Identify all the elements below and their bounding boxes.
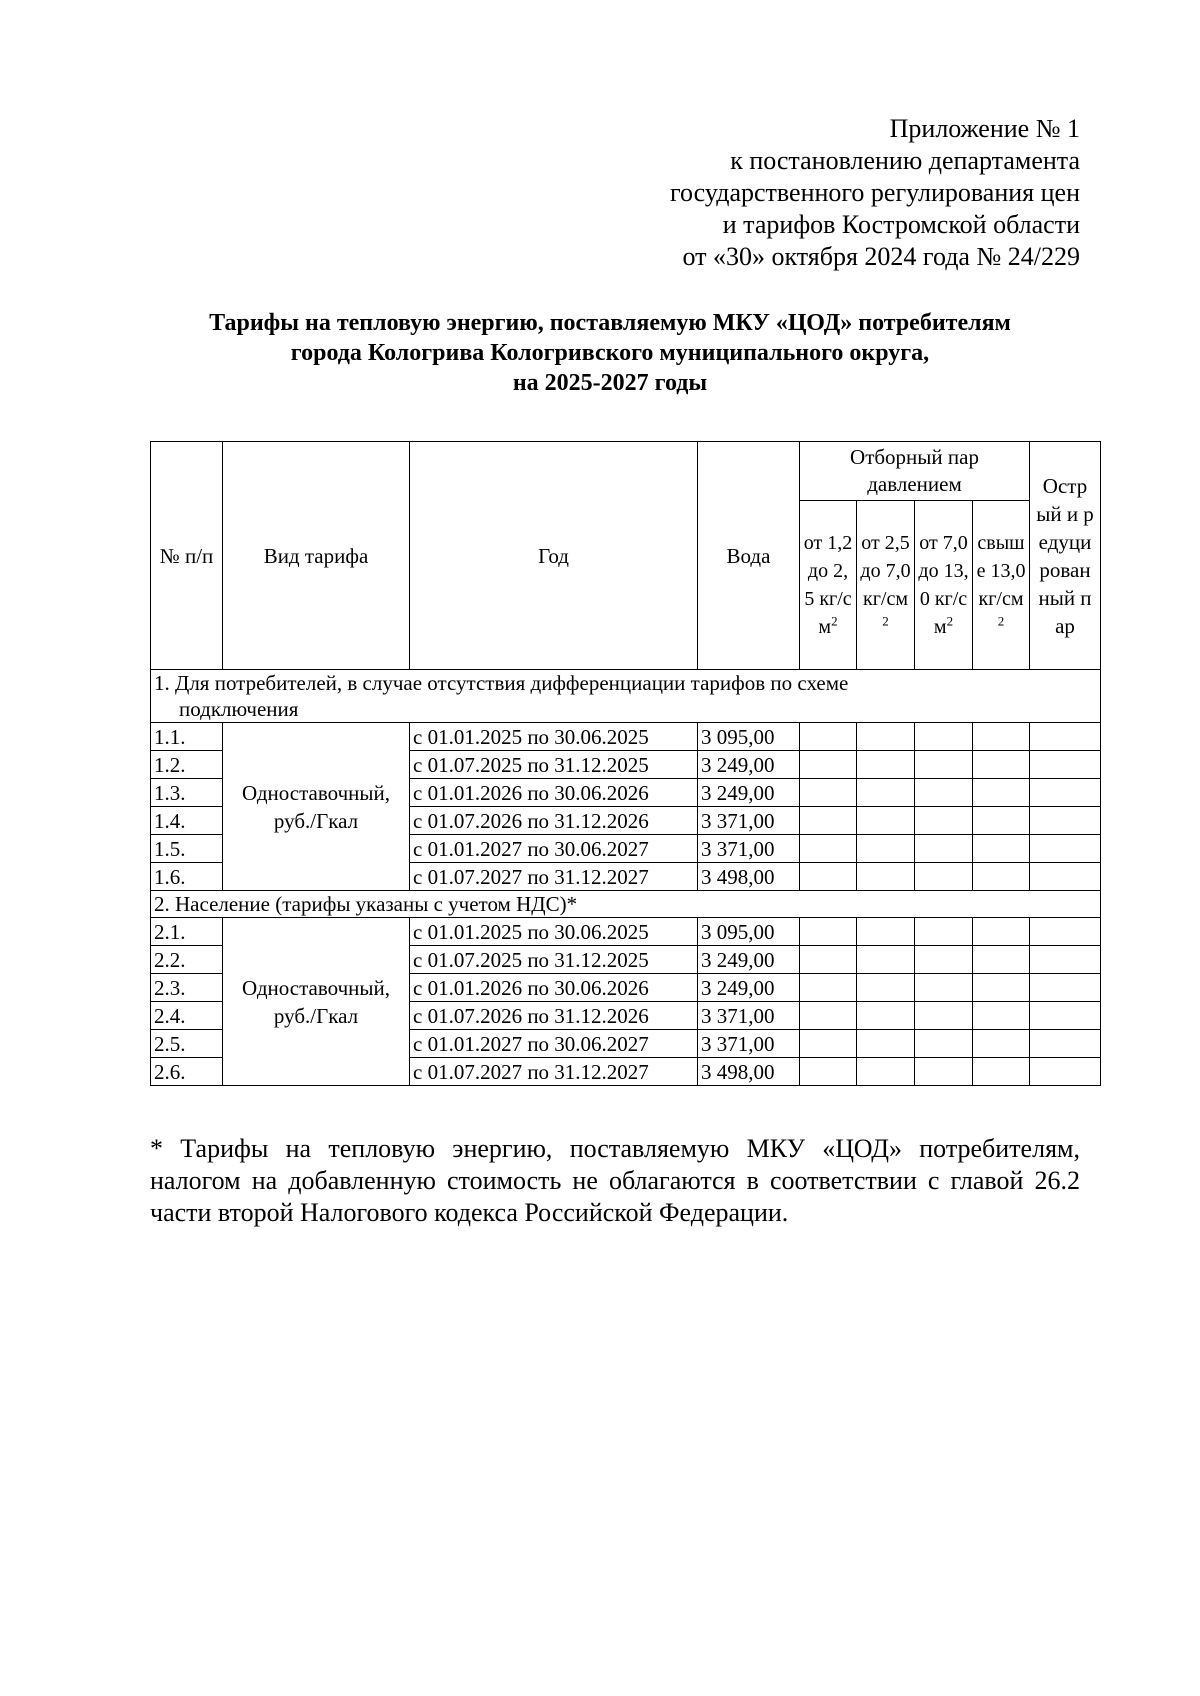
- empty-cell: [800, 779, 857, 807]
- empty-cell: [1030, 1002, 1101, 1030]
- table-row: [151, 918, 1101, 946]
- section-title-line: 1. Для потребителей, в случае отсутствия дифференциации тарифов по схеме: [154, 671, 849, 695]
- document-title: [150, 308, 1070, 398]
- empty-cell: [915, 918, 973, 946]
- section-1-header: [151, 670, 1101, 723]
- row-water: 3 095,00: [698, 918, 800, 946]
- header-steam-2: [857, 501, 915, 670]
- row-water: 3 371,00: [698, 807, 800, 835]
- row-num: 2.6.: [151, 1058, 223, 1086]
- empty-cell: [915, 1002, 973, 1030]
- empty-cell: [1030, 863, 1101, 891]
- row-num: 1.6.: [151, 863, 223, 891]
- empty-cell: [800, 1002, 857, 1030]
- appendix-line: государственного регулирования цен: [670, 178, 1080, 207]
- row-num: 2.4.: [151, 1002, 223, 1030]
- row-period: с 01.01.2025 по 30.06.2025: [410, 918, 698, 946]
- empty-cell: [915, 974, 973, 1002]
- empty-cell: [800, 835, 857, 863]
- empty-cell: [800, 751, 857, 779]
- row-water: 3 498,00: [698, 1058, 800, 1086]
- header-steam-1: [800, 501, 857, 670]
- empty-cell: [973, 751, 1030, 779]
- empty-cell: [800, 1058, 857, 1086]
- row-period: с 01.07.2026 по 31.12.2026: [410, 1002, 698, 1030]
- tariff-kind-line: Одноставочный,: [241, 975, 391, 1000]
- empty-cell: [915, 1058, 973, 1086]
- header-num: № п/п: [151, 442, 223, 670]
- row-num: 2.3.: [151, 974, 223, 1002]
- row-water: 3 249,00: [698, 779, 800, 807]
- empty-cell: [1030, 974, 1101, 1002]
- header-steam-4-text: свыше 13,0 кг/см: [976, 532, 1026, 610]
- empty-cell: [800, 946, 857, 974]
- header-sharp-steam: Острый и редуцированный пар: [1030, 442, 1101, 670]
- empty-cell: [1030, 751, 1101, 779]
- header-year: Год: [410, 442, 698, 670]
- empty-cell: [857, 1030, 915, 1058]
- row-water: 3 095,00: [698, 723, 800, 751]
- empty-cell: [973, 863, 1030, 891]
- empty-cell: [973, 835, 1030, 863]
- tariff-kind-line: руб./Гкал: [273, 808, 359, 833]
- row-period: с 01.07.2027 по 31.12.2027: [410, 863, 698, 891]
- empty-cell: [800, 1030, 857, 1058]
- row-period: с 01.07.2025 по 31.12.2025: [410, 751, 698, 779]
- empty-cell: [1030, 723, 1101, 751]
- superscript-2: 2: [946, 613, 954, 629]
- empty-cell: [973, 723, 1030, 751]
- row-period: с 01.07.2025 по 31.12.2025: [410, 946, 698, 974]
- empty-cell: [973, 1058, 1030, 1086]
- empty-cell: [915, 1030, 973, 1058]
- header-water: Вода: [698, 442, 800, 670]
- empty-cell: [857, 779, 915, 807]
- empty-cell: [973, 1002, 1030, 1030]
- tariff-kind: [223, 723, 410, 891]
- header-kind: Вид тарифа: [223, 442, 410, 670]
- empty-cell: [800, 863, 857, 891]
- table-row: [151, 723, 1101, 751]
- title-line: на 2025-2027 годы: [512, 370, 708, 396]
- empty-cell: [857, 1058, 915, 1086]
- empty-cell: [915, 807, 973, 835]
- row-period: с 01.01.2025 по 30.06.2025: [410, 723, 698, 751]
- appendix-line: Приложение № 1: [889, 114, 1080, 143]
- empty-cell: [1030, 835, 1101, 863]
- empty-cell: [857, 751, 915, 779]
- empty-cell: [973, 807, 1030, 835]
- row-num: 1.3.: [151, 779, 223, 807]
- tariff-kind-line: руб./Гкал: [273, 1003, 359, 1028]
- empty-cell: [973, 974, 1030, 1002]
- empty-cell: [857, 723, 915, 751]
- section-title: [151, 670, 1101, 723]
- row-period: с 01.01.2026 по 30.06.2026: [410, 974, 698, 1002]
- empty-cell: [915, 835, 973, 863]
- row-num: 2.5.: [151, 1030, 223, 1058]
- row-period: с 01.01.2027 по 30.06.2027: [410, 835, 698, 863]
- row-water: 3 249,00: [698, 974, 800, 1002]
- appendix-line: и тарифов Костромской области: [722, 210, 1080, 239]
- empty-cell: [800, 974, 857, 1002]
- header-steam-2-text: от 2,5 до 7,0 кг/см: [860, 532, 911, 610]
- empty-cell: [857, 863, 915, 891]
- empty-cell: [857, 946, 915, 974]
- header-steam-4: [973, 501, 1030, 670]
- empty-cell: [915, 946, 973, 974]
- empty-cell: [1030, 946, 1101, 974]
- empty-cell: [800, 723, 857, 751]
- title-line: Тарифы на тепловую энергию, поставляемую МКУ «ЦОД» потребителям: [209, 310, 1011, 336]
- empty-cell: [857, 974, 915, 1002]
- tariff-kind: [223, 918, 410, 1086]
- empty-cell: [800, 918, 857, 946]
- empty-cell: [857, 807, 915, 835]
- section-title-line: подключения: [179, 697, 299, 721]
- empty-cell: [1030, 1058, 1101, 1086]
- row-num: 2.1.: [151, 918, 223, 946]
- empty-cell: [915, 723, 973, 751]
- empty-cell: [1030, 807, 1101, 835]
- row-num: 1.1.: [151, 723, 223, 751]
- empty-cell: [973, 1030, 1030, 1058]
- superscript-2: 2: [882, 613, 889, 629]
- header-steam-1-text: от 1,2 до 2,5 кг/см: [803, 532, 853, 638]
- empty-cell: [857, 835, 915, 863]
- row-period: с 01.01.2026 по 30.06.2026: [410, 779, 698, 807]
- row-water: 3 249,00: [698, 751, 800, 779]
- section-title: [151, 891, 1101, 918]
- row-period: с 01.07.2026 по 31.12.2026: [410, 807, 698, 835]
- row-water: 3 498,00: [698, 863, 800, 891]
- empty-cell: [915, 863, 973, 891]
- row-water: 3 249,00: [698, 946, 800, 974]
- section-2-header: [151, 891, 1101, 918]
- superscript-2: 2: [997, 613, 1005, 629]
- empty-cell: [973, 779, 1030, 807]
- empty-cell: [857, 1002, 915, 1030]
- empty-cell: [1030, 1030, 1101, 1058]
- row-num: 2.2.: [151, 946, 223, 974]
- title-line: города Кологрива Кологривского муниципального округа,: [290, 340, 930, 366]
- header-steam-3: [915, 501, 973, 670]
- footnote: * Тарифы на тепловую энергию, поставляемую МКУ «ЦОД» потребителям, налогом на добавленную стоимость не облагаются в соответствии с главой 26.2 части второй Налогового кодекса Российской Федерации.: [150, 1134, 1080, 1227]
- empty-cell: [800, 807, 857, 835]
- row-period: с 01.07.2027 по 31.12.2027: [410, 1058, 698, 1086]
- row-num: 1.4.: [151, 807, 223, 835]
- appendix-line: к постановлению департамента: [730, 146, 1080, 175]
- empty-cell: [973, 918, 1030, 946]
- row-num: 1.5.: [151, 835, 223, 863]
- tariff-kind-line: Одноставочный,: [241, 780, 391, 805]
- appendix-header: [480, 113, 1080, 273]
- row-period: с 01.01.2027 по 30.06.2027: [410, 1030, 698, 1058]
- row-water: 3 371,00: [698, 1030, 800, 1058]
- row-water: 3 371,00: [698, 835, 800, 863]
- empty-cell: [915, 779, 973, 807]
- empty-cell: [973, 946, 1030, 974]
- section-title-line: 2. Население (тарифы указаны с учетом НДС)*: [154, 892, 578, 916]
- row-num: 1.2.: [151, 751, 223, 779]
- header-steam-3-text: от 7,0 до 13,0 кг/см: [918, 532, 969, 638]
- appendix-line: от «30» октября 2024 года № 24/229: [682, 242, 1080, 271]
- tariff-table: [150, 441, 1101, 1086]
- superscript-2: 2: [831, 613, 838, 629]
- empty-cell: [1030, 779, 1101, 807]
- row-water: 3 371,00: [698, 1002, 800, 1030]
- empty-cell: [857, 918, 915, 946]
- empty-cell: [915, 751, 973, 779]
- empty-cell: [1030, 918, 1101, 946]
- header-steam-group: Отборный пар давлением: [800, 442, 1030, 501]
